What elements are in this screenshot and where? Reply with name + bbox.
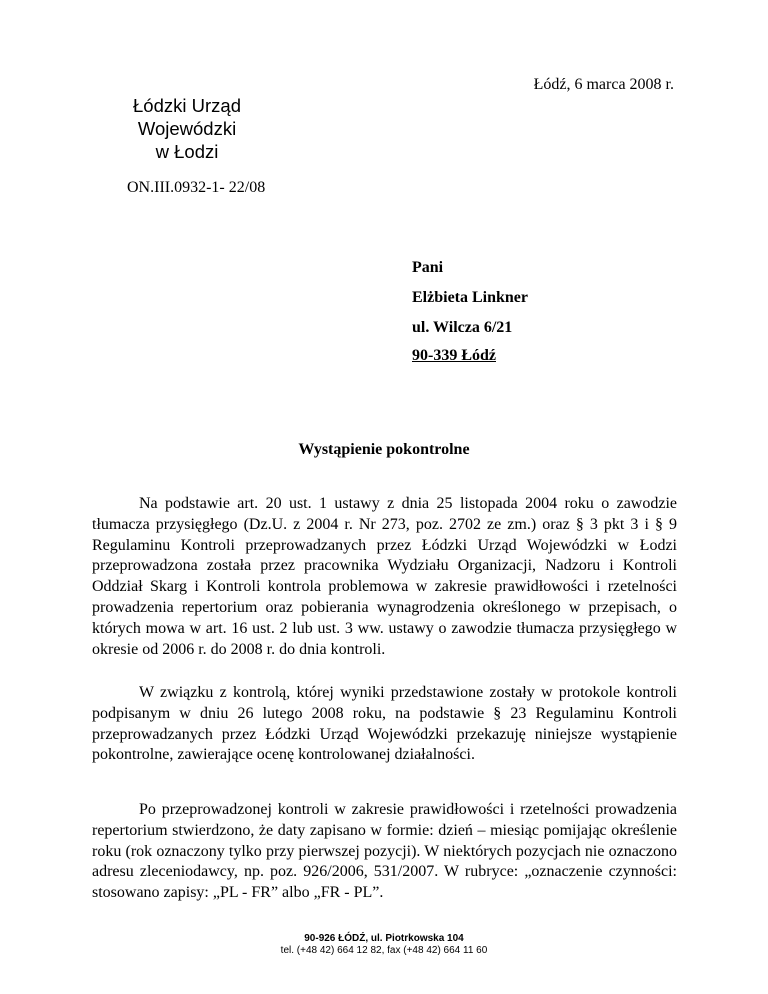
footer-contact: tel. (+48 42) 664 12 82, fax (+48 42) 664 11 60 bbox=[280, 945, 488, 956]
letter-date: Łódź, 6 marca 2008 r. bbox=[533, 76, 674, 93]
paragraph-1: Na podstawie art. 20 ust. 1 ustawy z dnia 25 listopada 2004 roku o zawodzie tłumacza przysięgłego (Dz.U. z 2004 r. Nr 273, poz. 2702 ze zm.) oraz § 3 pkt 3 i § 9 Regulaminu Kontroli przeprowadzanych przez Łódzki Urząd Wojewódzki w Łodzi przeprowadzona została przez pracownika Wydziału Organizacji, Nadzoru i Kontroli Oddział Skarg i Kontroli kontrola problemowa w zakresie prawidłowości i rzetelności prowadzenia repertorium oraz pobierania wynagrodzenia określonego w przepisach, o których mowa w art. 16 ust. 2 lub ust. 3 ww. ustawy o zawodzie tłumacza przysięgłego w okresie od 2006 r. do 2008 r. do dnia kontroli. bbox=[92, 495, 677, 658]
reference-number: ON.III.0932-1- 22/08 bbox=[127, 179, 266, 196]
recipient-name: Elżbieta Linkner bbox=[412, 289, 529, 306]
office-name-line1: Łódzki Urząd Wojewódzki bbox=[133, 95, 241, 139]
paragraph-2: W związku z kontrolą, której wyniki przedstawione zostały w protokole kontroli podpisanym w dniu 26 lutego 2008 roku, na podstawie § 23 Regulaminu Kontroli przeprowadzanych przez Łódzki Urząd Wojewódzki przekazuję niniejsze wystąpienie pokontrolne, zawierające ocenę kontrolowanej działalności. bbox=[92, 684, 677, 764]
paragraph-3: Po przeprowadzonej kontroli w zakresie prawidłowości i rzetelności prowadzenia repertorium stwierdzono, że daty zapisano w formie: dzień – miesiąc pomijając określenie roku (rok oznaczony tylko przy pierwszej pozycji). W niektórych pozycjach nie oznaczono adresu zleceniodawcy, np. poz. 926/2006, 531/2007. W rubryce: „oznaczenie czynności: stosowano zapisy: „PL - FR” albo „FR - PL”. bbox=[92, 801, 677, 902]
footer-address: 90-926 ŁÓDŹ, ul. Piotrkowska 104 bbox=[304, 933, 464, 944]
recipient-city: 90-339 Łódź bbox=[412, 347, 496, 364]
office-name bbox=[92, 94, 282, 163]
office-name-line2: w Łodzi bbox=[155, 141, 219, 162]
document-title: Wystąpienie pokontrolne bbox=[298, 441, 470, 458]
recipient-street: ul. Wilcza 6/21 bbox=[412, 319, 513, 336]
recipient-salutation: Pani bbox=[412, 259, 444, 276]
